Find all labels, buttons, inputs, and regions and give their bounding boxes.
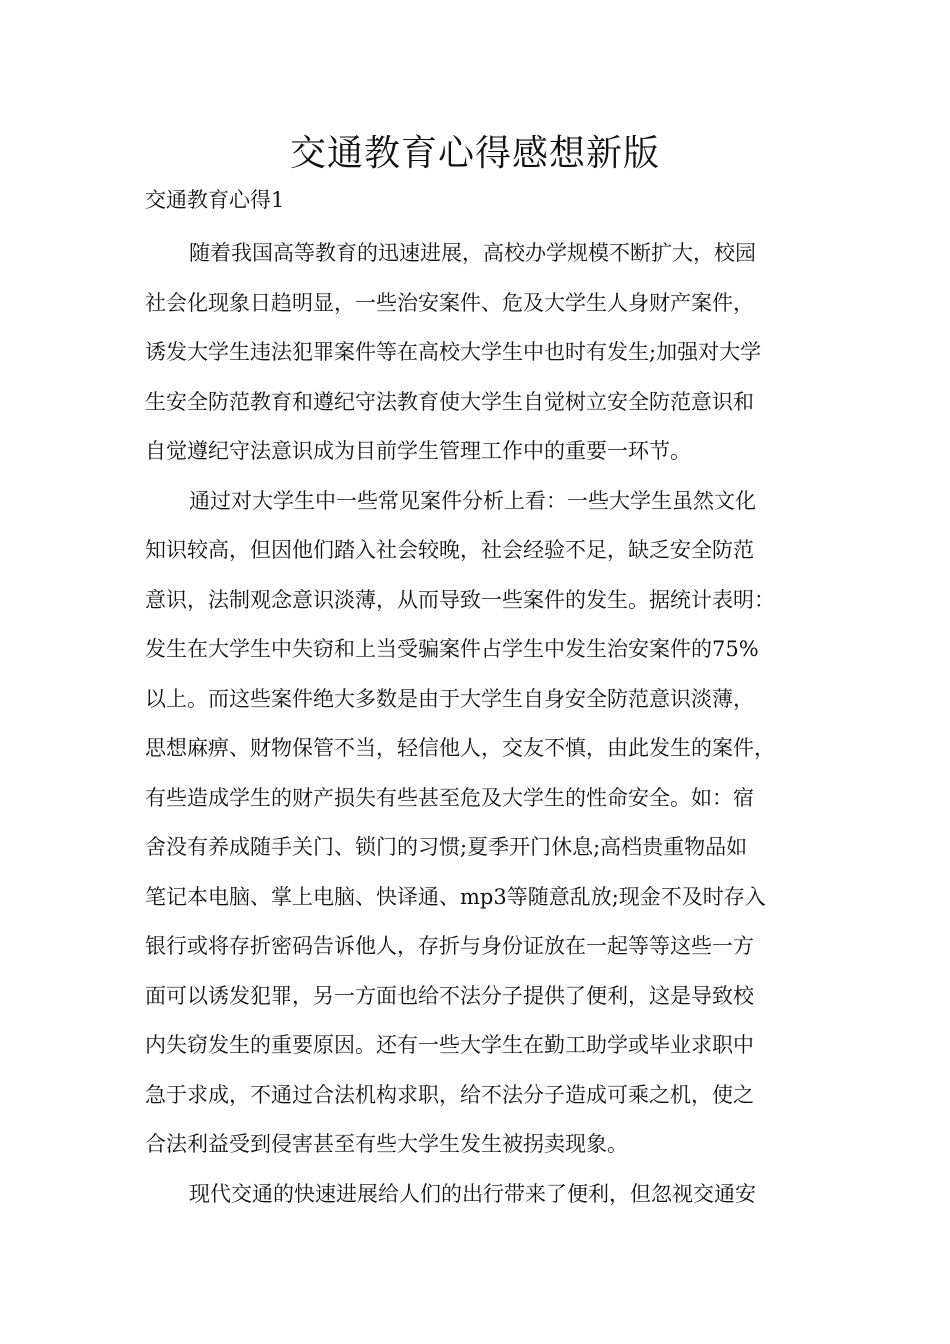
paragraph-2-line: 通过对大学生中一些常见案件分析上看：一些大学生虽然文化 <box>189 488 756 513</box>
paragraph-2-line: 合法利益受到侵害甚至有些大学生发生被拐卖现象。 <box>145 1132 628 1156</box>
paragraph-1-line: 诱发大学生违法犯罪案件等在高校大学生中也时有发生;加强对大学 <box>145 340 762 364</box>
document-title: 交通教育心得感想新版 <box>289 133 660 174</box>
paragraph-1-line: 自觉遵纪守法意识成为目前学生管理工作中的重要一环节。 <box>145 439 691 463</box>
paragraph-2-line: 意识，法制观念意识淡薄，从而导致一些案件的发生。据统计表明： <box>145 587 775 612</box>
paragraph-2-line: 内失窃发生的重要原因。还有一些大学生在勤工助学或毕业求职中 <box>145 1033 754 1057</box>
paragraph-2-line: 舍没有养成随手关门、锁门的习惯;夏季开门休息;高档贵重物品如 <box>145 835 748 859</box>
paragraph-2-line: 思想麻痹、财物保管不当，轻信他人，交友不慎，由此发生的案件， <box>145 736 775 760</box>
paragraph-2-line: 知识较高，但因他们踏入社会较晚，社会经验不足，缺乏安全防范 <box>145 538 754 562</box>
paragraph-3-line: 现代交通的快速进展给人们的出行带来了便利，但忽视交通安 <box>189 1181 756 1206</box>
paragraph-2-line: 银行或将存折密码告诉他人，存折与身份证放在一起等等这些一方 <box>145 934 754 958</box>
paragraph-2-line: 面可以诱发犯罪，另一方面也给不法分子提供了便利，这是导致校 <box>145 983 754 1008</box>
paragraph-2-line: 急于求成，不通过合法机构求职，给不法分子造成可乘之机，使之 <box>145 1082 754 1107</box>
paragraph-2-line: 发生在大学生中失窃和上当受骗案件占学生中发生治安案件的75% <box>145 637 759 661</box>
paragraph-1-line: 随着我国高等教育的迅速进展，高校办学规模不断扩大，校园 <box>189 241 756 265</box>
paragraph-2-line: 有些造成学生的财产损失有些甚至危及大学生的性命安全。如：宿 <box>145 785 754 810</box>
paragraph-2-line: 以上。而这些案件绝大多数是由于大学生自身安全防范意识淡薄， <box>145 686 754 711</box>
paragraph-1-line: 社会化现象日趋明显，一些治安案件、危及大学生人身财产案件， <box>145 290 754 315</box>
document-body <box>145 232 811 1222</box>
paragraph-2-line: 笔记本电脑、掌上电脑、快译通、mp3等随意乱放;现金不及时存入 <box>145 884 766 909</box>
section-heading: 交通教育心得1 <box>145 188 285 212</box>
paragraph-1-line: 生安全防范教育和遵纪守法教育使大学生自觉树立安全防范意识和 <box>145 389 754 414</box>
